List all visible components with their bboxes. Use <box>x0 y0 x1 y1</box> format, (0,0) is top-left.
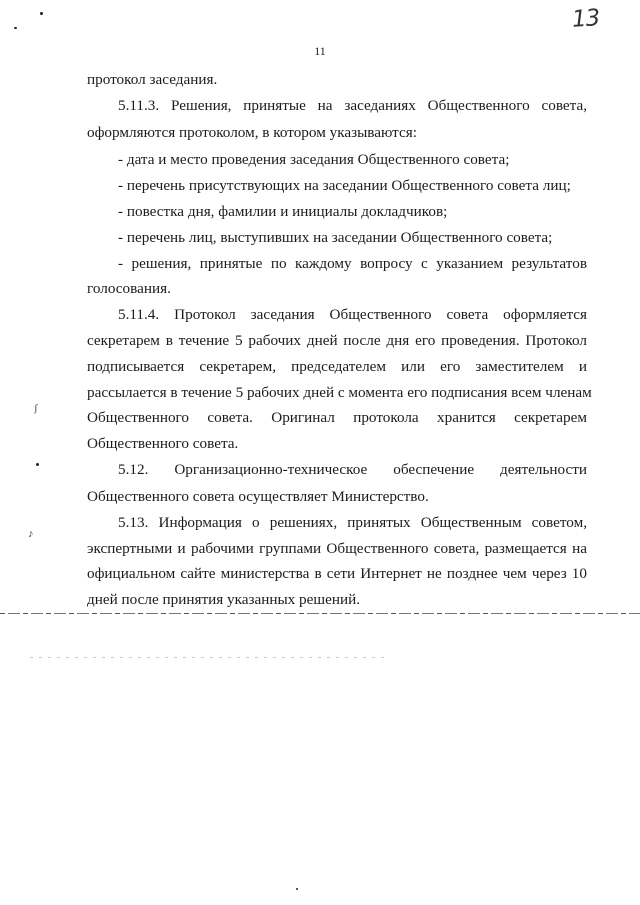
scan-faint-line <box>30 657 390 658</box>
body-line: рассылается в течение 5 рабочих дней с момента его подписания всем членам <box>87 384 592 401</box>
scan-dashed-line <box>0 613 640 614</box>
body-line: протокол заседания. <box>87 71 218 88</box>
scan-mark: ʃ <box>34 402 38 414</box>
body-line: - решения, принятые по каждому вопросу с указанием результатов <box>118 255 587 272</box>
body-line: экспертными и рабочими группами Общественного совета, размещается на <box>87 540 587 557</box>
scan-speck <box>40 12 43 15</box>
page-number: 11 <box>314 44 326 58</box>
body-line: Общественного совета. Оригинал протокола хранится секретарем <box>87 409 587 426</box>
handwritten-page-number: 13 <box>571 5 601 33</box>
body-line: - повестка дня, фамилии и инициалы докладчиков; <box>118 203 448 220</box>
body-line: 5.13. Информация о решениях, принятых Общественным советом, <box>118 514 587 531</box>
scan-speck <box>296 888 298 890</box>
body-line: голосования. <box>87 280 171 297</box>
body-line: - перечень лиц, выступивших на заседании Общественного совета; <box>118 229 553 246</box>
scan-speck <box>14 27 17 29</box>
body-line: 5.11.4. Протокол заседания Общественного совета оформляется <box>118 306 587 323</box>
scan-speck <box>36 463 39 466</box>
body-line: 5.12. Организационно-техническое обеспечение деятельности <box>118 461 587 478</box>
body-line: подписывается секретарем, председателем или его заместителем и <box>87 358 587 375</box>
body-line: Общественного совета осуществляет Министерство. <box>87 488 429 505</box>
body-line: секретарем в течение 5 рабочих дней после дня его проведения. Протокол <box>87 332 587 349</box>
body-line: - дата и место проведения заседания Общественного совета; <box>118 151 510 168</box>
body-line: - перечень присутствующих на заседании Общественного совета лиц; <box>118 177 571 194</box>
body-line: дней после принятия указанных решений. <box>87 591 361 608</box>
body-line: 5.11.3. Решения, принятые на заседаниях Общественного совета, <box>118 97 587 114</box>
body-line: Общественного совета. <box>87 435 239 452</box>
scan-mark: ♪ <box>28 528 34 540</box>
body-line: официальном сайте министерства в сети Интернет не позднее чем через 10 <box>87 565 587 582</box>
body-line: оформляются протоколом, в котором указываются: <box>87 124 417 141</box>
